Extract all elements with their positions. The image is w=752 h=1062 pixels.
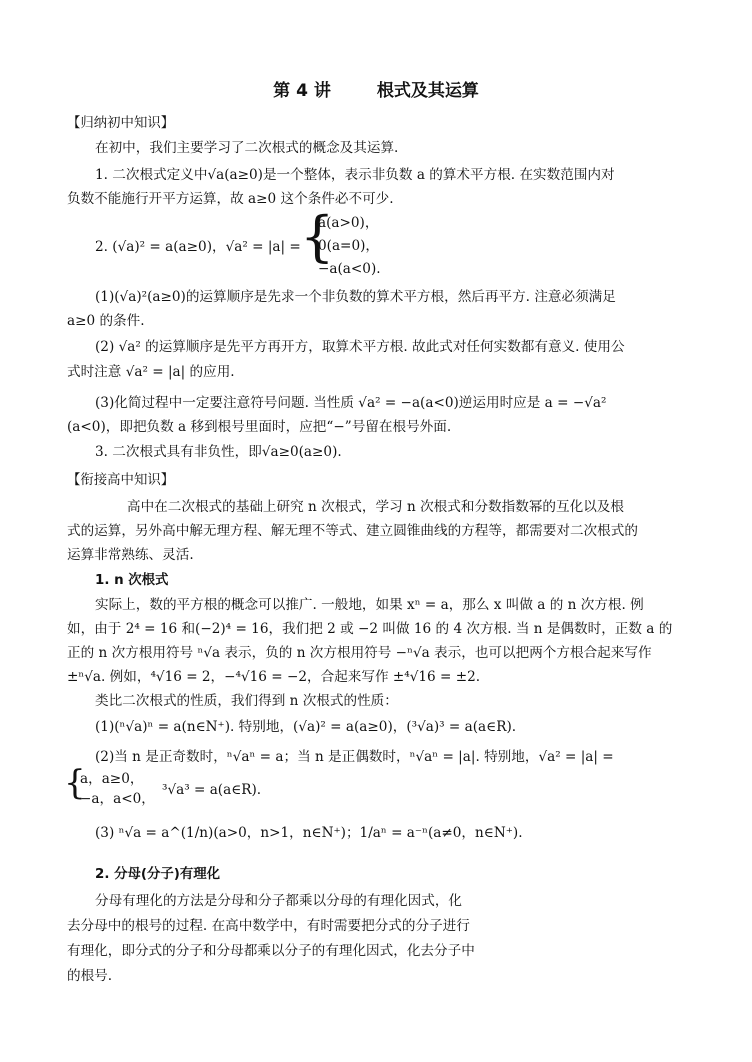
formula-2-case-zero: 0(a=0)， — [318, 238, 379, 254]
paragraph-1-line-2: 负数不能施行开平方运算，故 a≥0 这个条件必不可少. — [67, 191, 394, 207]
senior-intro-line-2: 式的运算，另外高中解无理方程、解无理不等式、建立圆锥曲线的方程等，都需要对二次根式的 — [67, 523, 638, 539]
paragraph-3: 3. 二次根式具有非负性，即√a≥0(a≥0). — [95, 444, 342, 460]
nth-root-property-1: (1)(ⁿ√a)ⁿ = a(n∈N⁺). 特别地，(√a)² = a(a≥0)，(³√a)³ = a(a∈R). — [95, 719, 517, 735]
note-3-line-2: (a<0)，即把负数 a 移到根号里面时，应把“−”号留在根号外面. — [67, 419, 452, 435]
subsection-heading-nth-root: 1. n 次根式 — [95, 573, 169, 588]
rationalize-line-3: 有理化，即分式的分子和分母都乘以分子的有理化因式，化去分子中 — [67, 943, 475, 959]
note-2-line-1: (2) √a² 的运算顺序是先平方再开方，取算术平方根. 故此式对任何实数都有意义. 使用公 — [95, 339, 625, 355]
note-3-line-1: (3)化简过程中一定要注意符号问题. 当性质 √a² = −a(a<0)逆运用时应是 a = −√a² — [95, 395, 607, 411]
formula-2-case-positive: a(a>0)， — [318, 215, 379, 231]
paragraph-1-line-1: 1. 二次根式定义中√a(a≥0)是一个整体，表示非负数 a 的算术平方根. 在实数范围内对 — [95, 167, 615, 183]
senior-intro-line-3: 运算非常熟练、灵活. — [67, 547, 194, 563]
paragraph-intro: 在初中，我们主要学习了二次根式的概念及其运算. — [95, 140, 399, 156]
page-title — [0, 76, 752, 101]
senior-intro-line-1: 高中在二次根式的基础上研究 n 次根式，学习 n 次根式和分数指数幂的互化以及根 — [127, 499, 624, 515]
nth-root-line-5: 类比二次根式的性质，我们得到 n 次根式的性质： — [95, 693, 398, 709]
subsection-heading-rationalize: 2. 分母(分子)有理化 — [95, 867, 221, 882]
note-1-line-2: a≥0 的条件. — [67, 313, 145, 329]
note-1-line-1: (1)(√a)²(a≥0)的运算顺序是先求一个非负数的算术平方根，然后再平方. 注意必须满足 — [95, 289, 616, 305]
formula-2-lead: 2. (√a)² = a(a≥0)，√a² = |a| = — [95, 239, 301, 255]
cases-brace-2: { — [64, 763, 86, 803]
rationalize-line-2: 去分母中的根号的过程. 在高中数学中，有时需要把分式的分子进行 — [67, 918, 470, 934]
nth-root-line-4: ±ⁿ√a. 例如，⁴√16 = 2，−⁴√16 = −2，合起来写作 ±⁴√16 = ±2. — [67, 669, 481, 685]
nth-root-line-3: 正的 n 次方根用符号 ⁿ√a 表示，负的 n 次方根用符号 −ⁿ√a 表示，也可以把两个方根合起来写作 — [67, 645, 652, 661]
rationalize-line-4: 的根号. — [67, 968, 113, 984]
formula-2-case-negative: −a(a<0). — [318, 261, 381, 277]
cases-brace: { — [300, 205, 335, 268]
nth-root-property-3: (3) ⁿ√a = a^(1/n)(a>0，n>1，n∈N⁺)；1/aⁿ = a⁻ⁿ(a≠0，n∈N⁺). — [95, 825, 523, 841]
property-2-cube-root: ³√a³ = a(a∈R). — [162, 782, 262, 798]
nth-root-line-1: 实际上，数的平方根的概念可以推广. 一般地，如果 xⁿ = a，那么 x 叫做 a 的 n 次方根. 例 — [95, 597, 644, 613]
note-2-line-2: 式时注意 √a² = |a| 的应用. — [67, 364, 235, 380]
section-header-senior: 【衔接高中知识】 — [67, 473, 175, 488]
section-header-junior: 【归纳初中知识】 — [67, 116, 175, 131]
lesson-number: 第 4 讲 — [273, 81, 331, 101]
rationalize-line-1: 分母有理化的方法是分母和分子都乘以分母的有理化因式，化 — [95, 893, 463, 909]
nth-root-line-2: 如，由于 2⁴ = 16 和(−2)⁴ = 16，我们把 2 或 −2 叫做 16 的 4 次方根. 当 n 是偶数时，正数 a 的 — [67, 621, 673, 637]
lesson-topic: 根式及其运算 — [376, 81, 479, 101]
property-2-case-nonneg: a，a≥0， — [80, 771, 144, 787]
property-2-case-neg: −a，a<0， — [80, 791, 155, 807]
nth-root-property-2: (2)当 n 是正奇数时，ⁿ√aⁿ = a；当 n 是正偶数时，ⁿ√aⁿ = |a|. 特别地，√a² = |a| = — [95, 749, 614, 765]
